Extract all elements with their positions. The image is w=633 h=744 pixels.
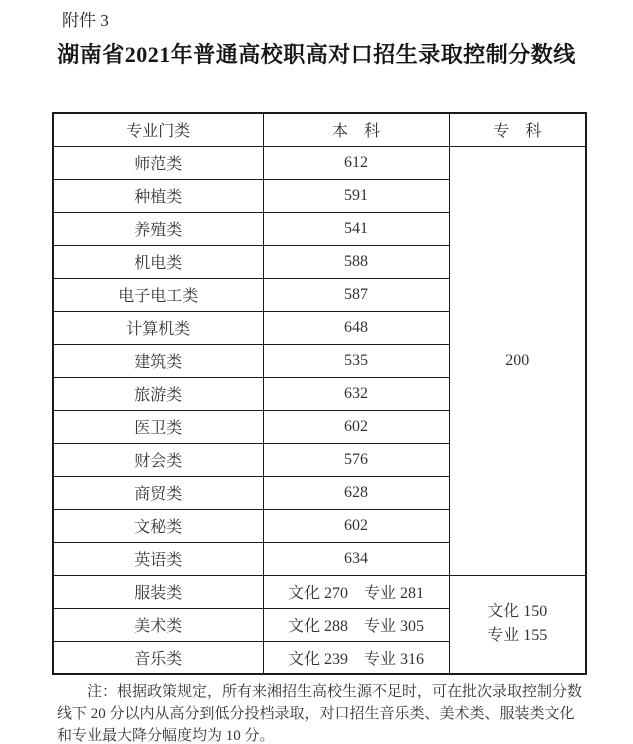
category-cell: 文秘类 bbox=[53, 509, 263, 542]
category-cell: 医卫类 bbox=[53, 410, 263, 443]
header-category: 专业门类 bbox=[53, 113, 263, 146]
category-cell: 养殖类 bbox=[53, 212, 263, 245]
category-cell: 种植类 bbox=[53, 179, 263, 212]
header-college: 专 科 bbox=[449, 113, 586, 146]
undergrad-score-cell: 588 bbox=[263, 245, 449, 278]
category-cell: 师范类 bbox=[53, 146, 263, 179]
undergrad-score-cell: 612 bbox=[263, 146, 449, 179]
undergrad-score-cell: 576 bbox=[263, 443, 449, 476]
table-header-row bbox=[53, 113, 586, 146]
undergrad-score-cell: 602 bbox=[263, 410, 449, 443]
table-row-art bbox=[53, 575, 586, 608]
undergrad-score-cell: 文化 270 专业 281 bbox=[263, 575, 449, 608]
college-score-regular-cell: 200 bbox=[449, 146, 586, 575]
category-cell: 英语类 bbox=[53, 542, 263, 575]
category-cell: 商贸类 bbox=[53, 476, 263, 509]
undergrad-score-cell: 587 bbox=[263, 278, 449, 311]
category-cell: 音乐类 bbox=[53, 641, 263, 674]
attachment-label: 附件 3 bbox=[62, 11, 109, 30]
footnote-line: 线下 20 分以内从高分到低分投档录取，对口招生音乐类、美术类、服装类文化 bbox=[57, 706, 575, 722]
undergrad-score-cell: 535 bbox=[263, 344, 449, 377]
category-cell: 服装类 bbox=[53, 575, 263, 608]
undergrad-score-cell: 628 bbox=[263, 476, 449, 509]
category-cell: 机电类 bbox=[53, 245, 263, 278]
undergrad-score-cell: 541 bbox=[263, 212, 449, 245]
undergrad-score-cell: 634 bbox=[263, 542, 449, 575]
category-cell: 计算机类 bbox=[53, 311, 263, 344]
page-title: 湖南省2021年普通高校职高对口招生录取控制分数线 bbox=[57, 42, 576, 67]
category-cell: 旅游类 bbox=[53, 377, 263, 410]
footnote-line: 和专业最大降分幅度均为 10 分。 bbox=[57, 728, 275, 744]
header-undergraduate: 本 科 bbox=[263, 113, 449, 146]
undergrad-score-cell: 文化 239 专业 316 bbox=[263, 641, 449, 674]
score-table bbox=[52, 112, 587, 675]
footnote bbox=[57, 681, 613, 744]
undergrad-score-cell: 632 bbox=[263, 377, 449, 410]
undergrad-score-cell: 648 bbox=[263, 311, 449, 344]
footnote-line: 注：根据政策规定，所有来湘招生高校生源不足时，可在批次录取控制分数 bbox=[87, 684, 583, 700]
category-cell: 建筑类 bbox=[53, 344, 263, 377]
college-art-culture-score: 文化 150 bbox=[487, 603, 548, 621]
college-art-major-score: 专业 155 bbox=[487, 627, 548, 645]
college-score-art-cell bbox=[449, 575, 586, 674]
table-row bbox=[53, 146, 586, 179]
category-cell: 电子电工类 bbox=[53, 278, 263, 311]
undergrad-score-cell: 591 bbox=[263, 179, 449, 212]
undergrad-score-cell: 602 bbox=[263, 509, 449, 542]
category-cell: 美术类 bbox=[53, 608, 263, 641]
undergrad-score-cell: 文化 288 专业 305 bbox=[263, 608, 449, 641]
category-cell: 财会类 bbox=[53, 443, 263, 476]
